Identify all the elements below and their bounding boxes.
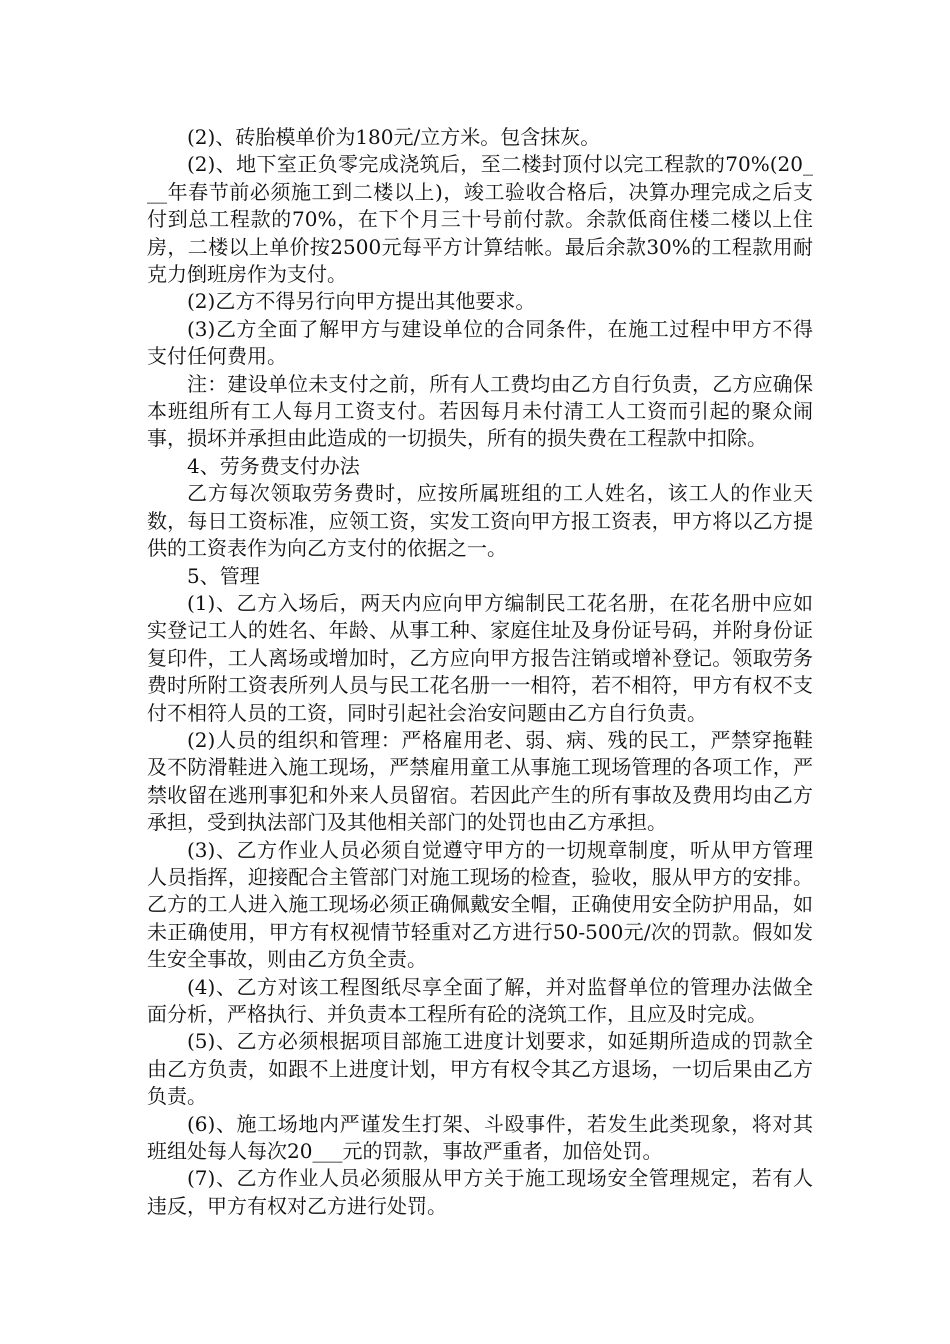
paragraph-safety-compliance: (7)、乙方作业人员必须服从甲方关于施工现场安全管理规定，若有人违反，甲方有权对乙方进行处罚。 bbox=[147, 1166, 813, 1218]
paragraph-worker-roster: (1)、乙方入场后，两天内应向甲方编制民工花名册，在花名册中应如实登记工人的姓名、年龄、从事工种、家庭住址及身份证号码，并附身份证复印件，工人离场或增加时，乙方应向甲方报告注销或增补登记。领取劳务费时所附工资表所列人员与民工花名册一一相符，若不相符，甲方有权不支付不相符人员的工资，同时引起社会治安问题由乙方自行负责。 bbox=[147, 590, 813, 725]
paragraph-personnel-management: (2)人员的组织和管理：严格雇用老、弱、病、残的民工，严禁穿拖鞋及不防滑鞋进入施工现场，严禁雇用童工从事施工现场管理的各项工作，严禁收留在逃刑事犯和外来人员留宿。若因此产生的所有事故及费用均由乙方承担，受到执法部门及其他相关部门的处罚也由乙方承担。 bbox=[147, 727, 813, 835]
paragraph-brick-mold-price: (2)、砖胎模单价为180元/立方米。包含抹灰。 bbox=[187, 125, 601, 149]
section-heading-labor-payment: 4、劳务费支付办法 bbox=[187, 453, 360, 478]
paragraph-note-labor-costs: 注：建设单位未支付之前，所有人工费均由乙方自行负责，乙方应确保本班组所有工人每月工资支付。若因每月未付清工人工资而引起的聚众闹事，损坏并承担由此造成的一切损失，所有的损失费在工程款中扣除。 bbox=[147, 371, 813, 451]
document-body bbox=[147, 124, 813, 1220]
paragraph-safety-rules: (3)、乙方作业人员必须自觉遵守甲方的一切规章制度，听从甲方管理人员指挥，迎接配合主管部门对施工现场的检查，验收，服从甲方的安排。乙方的工人进入施工现场必须正确佩戴安全帽，正确使用安全防护用品，如未正确使用，甲方有权视情节轻重对乙方进行50-500元/次的罚款。假如发生安全事故，则由乙方负全责。 bbox=[147, 837, 813, 972]
paragraph-labor-payment-method: 乙方每次领取劳务费时，应按所属班组的工人姓名，该工人的作业天数，每日工资标准，应领工资，实发工资向甲方报工资表，甲方将以乙方提供的工资表作为向乙方支付的依据之一。 bbox=[147, 481, 813, 561]
paragraph-fighting-prohibited: (6)、施工场地内严谨发生打架、斗殴事件，若发生此类现象，将对其班组处每人每次20___元的罚款，事故严重者，加倍处罚。 bbox=[147, 1111, 813, 1164]
paragraph-drawings-review: (4)、乙方对该工程图纸尽享全面了解，并对监督单位的管理办法做全面分析，严格执行、并负责本工程所有砼的浇筑工作，且应及时完成。 bbox=[147, 974, 813, 1026]
section-heading-management: 5、管理 bbox=[187, 563, 260, 588]
paragraph-schedule-penalty: (5)、乙方必须根据项目部施工进度计划要求，如延期所造成的罚款全由乙方负责，如跟不上进度计划，甲方有权令其乙方退场，一切后果由乙方负责。 bbox=[147, 1029, 813, 1109]
paragraph-no-other-requests: (2)乙方不得另行向甲方提出其他要求。 bbox=[187, 289, 536, 314]
paragraph-payment-schedule: (2)、地下室正负零完成浇筑后，至二楼封顶付以完工程款的70%(20___年春节前必须施工到二楼以上)，竣工验收合格后，决算办理完成之后支付到总工程款的70%，在下个月三十号前付款。余款低商住楼二楼以上住房，二楼以上单价按2500元每平方计算结帐。最后余款30%的工程款用耐克力倒班房作为支付。 bbox=[147, 152, 813, 287]
paragraph-contract-conditions: (3)乙方全面了解甲方与建设单位的合同条件，在施工过程中甲方不得支付任何费用。 bbox=[147, 316, 813, 369]
